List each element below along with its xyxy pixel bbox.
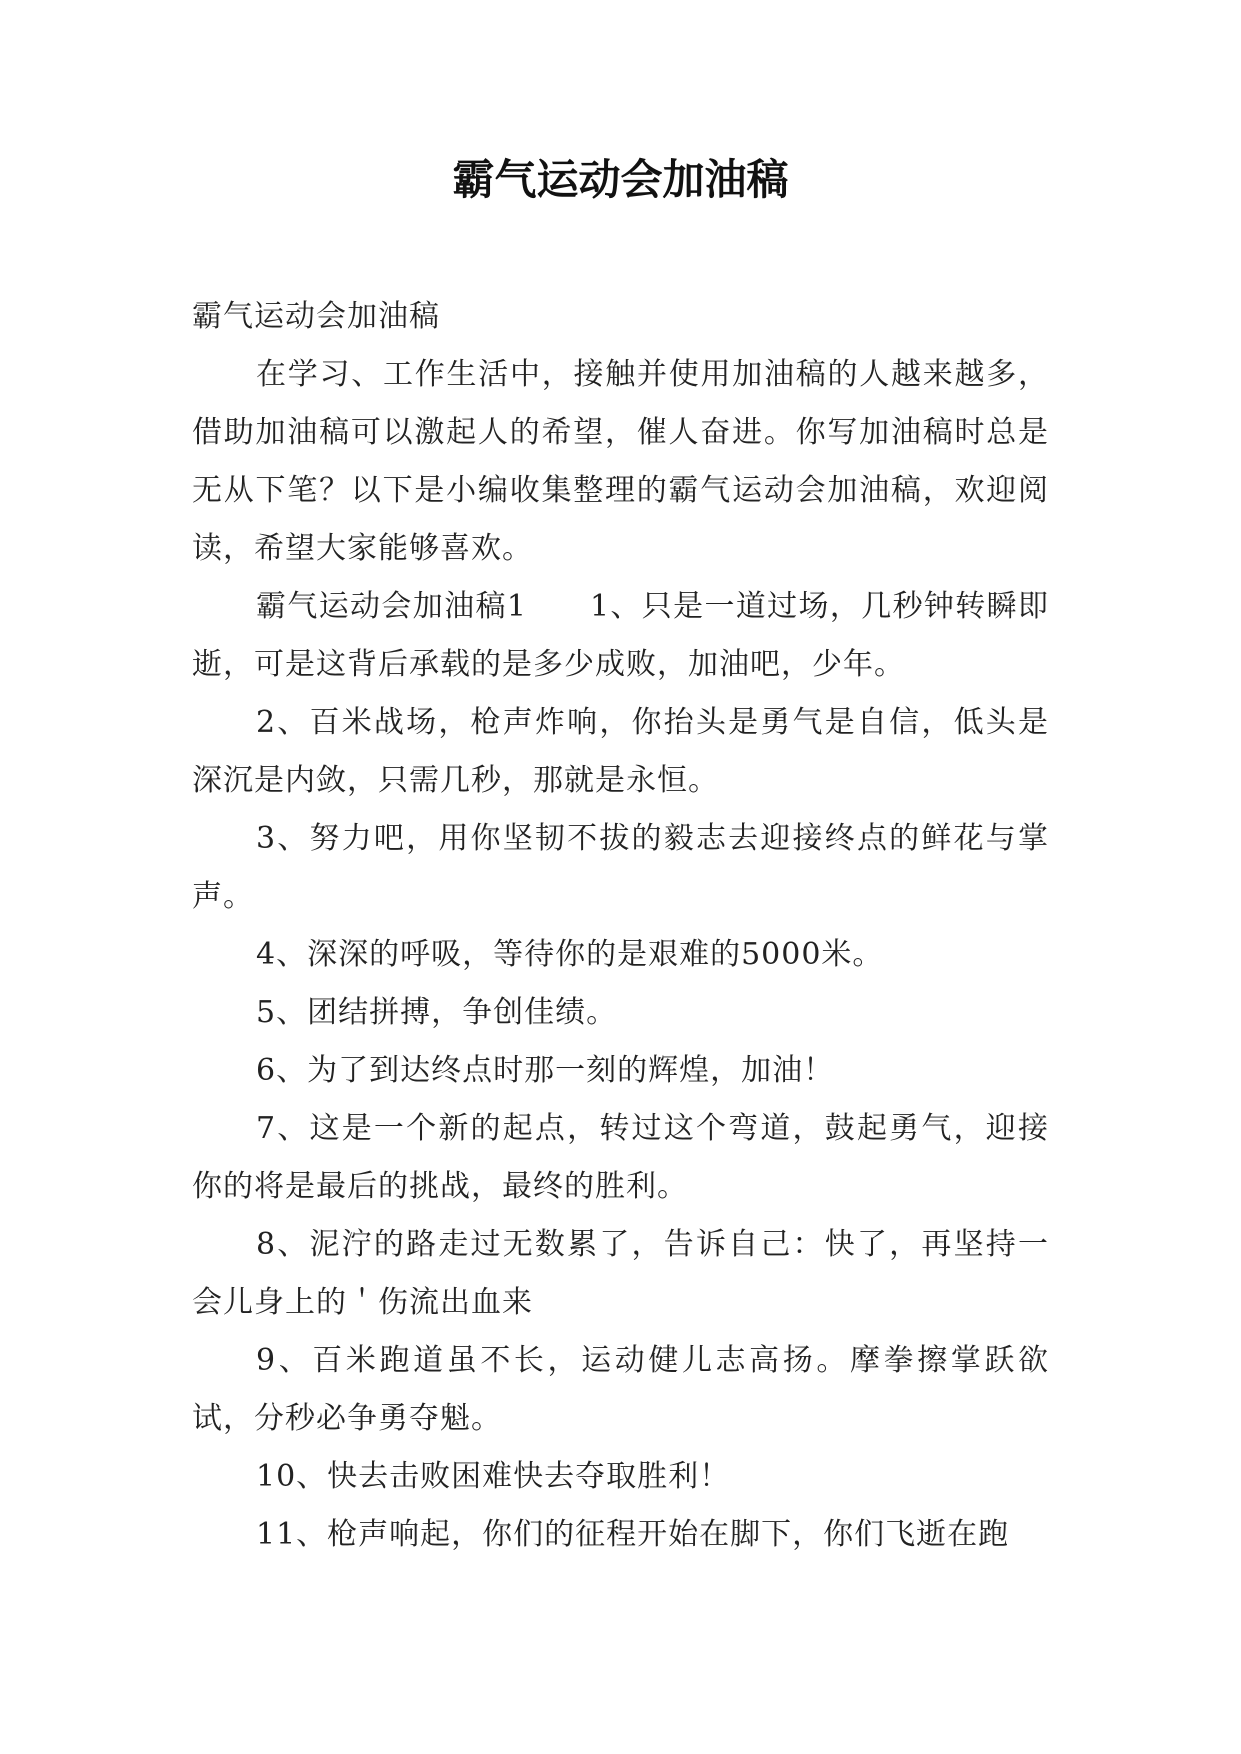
paragraph-item-2: 2、百米战场，枪声炸响，你抬头是勇气是自信，低头是深沉是内敛，只需几秒，那就是永恒。 [192,705,1049,798]
paragraph-item-8: 8、泥泞的路走过无数累了，告诉自己：快了，再坚持一会儿身上的＇伤流出血来 [192,1227,1049,1320]
paragraph-item-1: 霸气运动会加油稿1 1、只是一道过场，几秒钟转瞬即逝，可是这背后承载的是多少成败，加油吧，少年。 [192,589,1049,682]
paragraph-item-10: 10、快去击败困难快去夺取胜利！ [256,1459,731,1494]
paragraph-heading: 霸气运动会加油稿 [192,299,440,334]
paragraph-item-6: 6、为了到达终点时那一刻的辉煌，加油！ [256,1053,835,1088]
paragraph-intro: 在学习、工作生活中，接触并使用加油稿的人越来越多，借助加油稿可以激起人的希望，催人奋进。你写加油稿时总是无从下笔？以下是小编收集整理的霸气运动会加油稿，欢迎阅读，希望大家能够喜欢。 [192,357,1049,566]
paragraph-item-11: 11、枪声响起，你们的征程开始在脚下，你们飞逝在跑 [256,1517,1010,1552]
paragraph-item-7: 7、这是一个新的起点，转过这个弯道，鼓起勇气，迎接你的将是最后的挑战，最终的胜利。 [192,1111,1049,1204]
paragraph-item-5: 5、团结拼搏，争创佳绩。 [256,995,618,1030]
paragraph-item-4: 4、深深的呼吸，等待你的是艰难的5000米。 [256,937,884,972]
document-body [192,288,1049,1564]
document-title: 霸气运动会加油稿 [452,155,789,204]
paragraph-item-9: 9、百米跑道虽不长，运动健儿志高扬。摩拳擦掌跃欲试，分秒必争勇夺魁。 [192,1343,1049,1436]
paragraph-item-3: 3、努力吧，用你坚韧不拔的毅志去迎接终点的鲜花与掌声。 [192,821,1049,914]
